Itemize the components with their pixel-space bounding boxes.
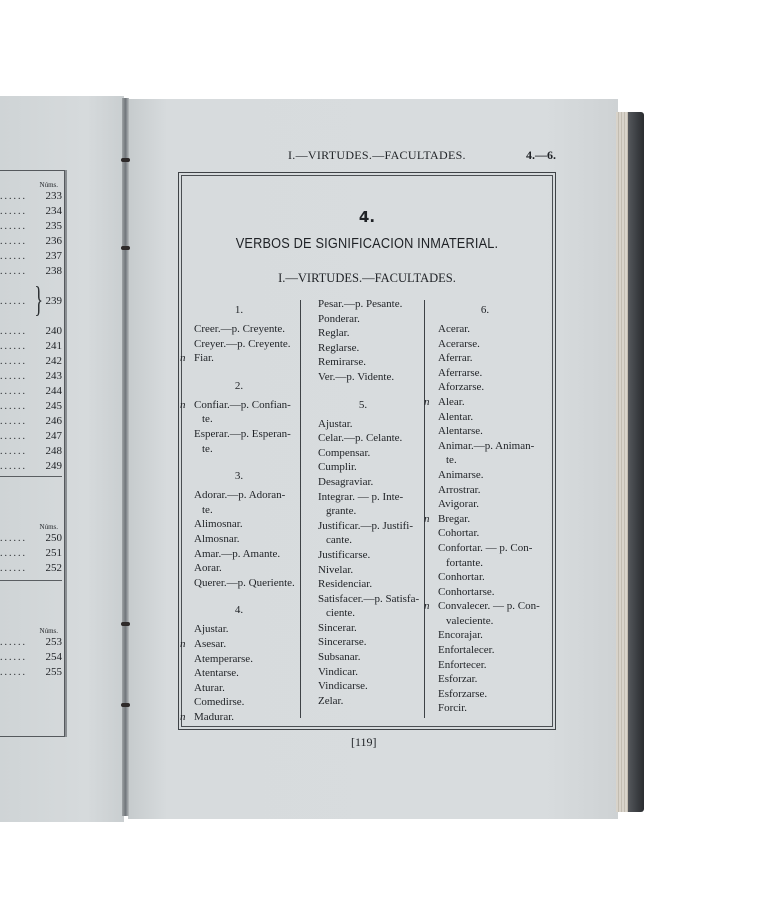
verb-entry — [180, 427, 298, 442]
number-row — [0, 650, 62, 665]
leader-dots: ...... — [0, 533, 27, 544]
number-row — [0, 324, 62, 339]
verb-entry — [304, 460, 422, 475]
verb-entry — [304, 370, 422, 385]
left-number-list-2 — [0, 523, 62, 576]
number-row — [0, 635, 62, 650]
number-row — [0, 204, 62, 219]
verb-entry — [424, 701, 546, 716]
book-cover-edge — [628, 112, 644, 812]
leader-dots: ...... — [0, 667, 27, 678]
verb-column-1 — [180, 298, 298, 724]
verb-entry — [424, 366, 546, 381]
verb-entry — [424, 453, 546, 468]
verb-text: Encorajar. — [438, 629, 483, 642]
entry-number: 243 — [45, 370, 62, 382]
left-number-list-3 — [0, 627, 62, 680]
entry-number: 245 — [45, 400, 62, 412]
verb-text: Satisfacer.—p. Satisfa- — [318, 592, 420, 605]
verb-text: Subsanar. — [318, 651, 361, 664]
verb-text: Aferrar. — [438, 352, 473, 365]
page-folio: [119] — [351, 735, 377, 749]
leader-dots: ...... — [0, 416, 27, 427]
verb-text: Justificar.—p. Justifi- — [318, 519, 414, 532]
verb-entry — [424, 643, 546, 658]
number-row — [0, 279, 62, 324]
binding-thread — [121, 246, 130, 250]
verb-entry — [180, 681, 298, 696]
number-row — [0, 249, 62, 264]
leader-dots: ...... — [0, 356, 27, 367]
verb-entry — [424, 687, 546, 702]
verb-text: Ponderar. — [318, 312, 360, 325]
binding-thread — [121, 622, 130, 626]
verb-entry — [424, 483, 546, 498]
brace-glyph: } — [34, 279, 43, 319]
leader-dots: ...... — [0, 548, 27, 559]
group-heading: 5. — [358, 398, 368, 411]
leader-dots: ...... — [0, 563, 27, 574]
verb-entry — [180, 488, 298, 503]
entry-number: 248 — [45, 445, 62, 457]
entry-number: 234 — [45, 205, 62, 217]
verb-entry — [180, 666, 298, 681]
left-divider — [0, 476, 62, 477]
leader-dots: ...... — [0, 221, 27, 232]
verb-entry — [304, 635, 422, 650]
neologism-mark: n — [180, 710, 186, 723]
verb-text: Reglarse. — [318, 341, 360, 354]
leader-dots: ...... — [0, 637, 27, 648]
verb-text: Creer.—p. Creyente. — [194, 323, 286, 335]
leader-dots: ...... — [0, 461, 27, 472]
verb-text: Esperar.—p. Esperan- — [194, 427, 291, 440]
verb-entry — [180, 442, 298, 457]
nums-label: Núms. — [39, 627, 58, 635]
verb-entry — [424, 570, 546, 585]
verb-column-2 — [304, 297, 422, 708]
neologism-mark: n — [424, 600, 430, 613]
leader-dots: ...... — [0, 296, 27, 307]
verb-entry — [304, 621, 422, 636]
entry-number: 254 — [45, 651, 62, 663]
running-head: I.—VIRTUDES.—FACULTADES. — [288, 148, 466, 162]
verb-text: Convalecer. — p. Con- — [438, 600, 540, 613]
verb-entry — [180, 517, 298, 532]
entry-number: 250 — [45, 532, 62, 544]
verb-entry — [304, 504, 422, 519]
verb-text: Acerarse. — [438, 337, 480, 350]
number-row — [0, 561, 62, 576]
verb-text: Sincerar. — [318, 621, 357, 634]
verb-entry — [424, 424, 546, 439]
verb-text: Animar.—p. Animan- — [438, 439, 535, 452]
entry-number: 246 — [45, 415, 62, 427]
neologism-mark: n — [424, 395, 430, 408]
leader-dots: ...... — [0, 191, 27, 202]
verb-entry — [424, 497, 546, 512]
number-row — [0, 399, 62, 414]
entry-number: 247 — [45, 430, 62, 442]
verb-text: Conhortar. — [438, 571, 485, 584]
number-row — [0, 369, 62, 384]
verb-text: Confortar. — p. Con- — [438, 541, 533, 554]
verb-text: Cumplir. — [318, 461, 357, 474]
verb-text: te. — [446, 454, 457, 467]
verb-entry — [180, 412, 298, 427]
verb-entry — [180, 532, 298, 547]
verb-entry — [424, 439, 546, 454]
verb-entry — [180, 622, 298, 637]
leader-dots: ...... — [0, 652, 27, 663]
verb-entry — [424, 585, 546, 600]
verb-entry — [424, 380, 546, 395]
verb-text: Pesar.—p. Pesante. — [318, 298, 403, 310]
leader-dots: ...... — [0, 371, 27, 382]
verb-text: Enfortecer. — [438, 658, 487, 671]
verb-text: Fiar. — [194, 352, 214, 365]
verb-text: Comedirse. — [194, 696, 245, 709]
binding-thread — [121, 158, 130, 162]
number-row — [0, 339, 62, 354]
verb-entry — [304, 326, 422, 341]
verb-text: Almosnar. — [194, 532, 240, 545]
number-row — [0, 665, 62, 680]
verb-text: Querer.—p. Queriente. — [194, 576, 295, 589]
entry-number: 235 — [45, 220, 62, 232]
verb-entry — [424, 599, 546, 614]
verb-entry — [304, 475, 422, 490]
verb-entry — [180, 710, 298, 725]
neologism-mark: n — [180, 637, 186, 650]
left-number-list-1 — [0, 181, 62, 474]
number-row — [0, 219, 62, 234]
verb-text: Bregar. — [438, 512, 471, 525]
verb-text: Ajustar. — [318, 417, 353, 430]
leader-dots: ...... — [0, 326, 27, 337]
verb-text: ciente. — [326, 607, 356, 620]
verb-text: Avigorar. — [438, 498, 480, 511]
verb-text: Conhortarse. — [438, 585, 495, 598]
verb-text: Esforzar. — [438, 673, 478, 686]
verb-text: te. — [202, 442, 213, 455]
entry-number: 239 — [45, 295, 62, 307]
verb-text: Ver.—p. Vidente. — [318, 370, 395, 383]
verb-text: Amar.—p. Amante. — [194, 547, 281, 560]
verb-entry — [304, 548, 422, 563]
verb-text: Cohortar. — [438, 527, 480, 540]
leader-dots: ...... — [0, 266, 27, 277]
verb-text: Madurar. — [194, 710, 235, 723]
leader-dots: ...... — [0, 446, 27, 457]
section-number: 4. — [358, 208, 376, 226]
verb-entry — [180, 547, 298, 562]
verb-text: Remirarse. — [318, 356, 366, 369]
number-row — [0, 531, 62, 546]
leader-dots: ...... — [0, 431, 27, 442]
verb-entry — [424, 322, 546, 337]
section-title: VERBOS DE SIGNIFICACION INMATERIAL. — [235, 236, 499, 252]
verb-text: Compensar. — [318, 446, 371, 459]
verb-text: Animarse. — [438, 468, 484, 481]
verb-text: Creyer.—p. Creyente. — [194, 337, 291, 350]
verb-entry — [304, 606, 422, 621]
leader-dots: ...... — [0, 341, 27, 352]
nums-label: Núms. — [39, 181, 58, 189]
entry-number: 251 — [45, 547, 62, 559]
verb-entry — [424, 541, 546, 556]
verb-entry — [180, 695, 298, 710]
verb-entry — [304, 533, 422, 548]
number-row — [0, 384, 62, 399]
number-row — [0, 354, 62, 369]
leader-dots: ...... — [0, 386, 27, 397]
leader-dots: ...... — [0, 401, 27, 412]
verb-text: Reglar. — [318, 327, 350, 340]
section-subtitle: I.—VIRTUDES.—FACULTADES. — [278, 271, 456, 285]
verb-text: Celar.—p. Celante. — [318, 432, 403, 445]
verb-text: Enfortalecer. — [438, 644, 495, 657]
verb-entry — [424, 628, 546, 643]
verb-text: Alentar. — [438, 410, 474, 423]
verb-text: fortante. — [446, 556, 483, 569]
group-heading: 4. — [234, 604, 244, 617]
verb-text: Sincerarse. — [318, 636, 367, 649]
verb-entry — [304, 355, 422, 370]
verb-entry — [304, 341, 422, 356]
number-row — [0, 414, 62, 429]
verb-text: Alentarse. — [438, 425, 483, 438]
neologism-mark: n — [180, 398, 186, 411]
book-gutter — [122, 98, 129, 816]
verb-entry — [304, 563, 422, 578]
entry-number: 252 — [45, 562, 62, 574]
entry-number: 241 — [45, 340, 62, 352]
verb-text: Zelar. — [318, 694, 344, 707]
entry-number: 253 — [45, 636, 62, 648]
neologism-mark: n — [424, 512, 430, 525]
verb-entry — [424, 395, 546, 410]
verb-entry — [304, 446, 422, 461]
verb-text: te. — [202, 503, 213, 516]
verb-text: Integrar. — p. Inte- — [318, 490, 404, 503]
leader-dots: ...... — [0, 206, 27, 217]
verb-entry — [304, 592, 422, 607]
verb-text: valeciente. — [446, 614, 494, 627]
number-row — [0, 444, 62, 459]
verb-entry — [304, 417, 422, 432]
group-heading: 2. — [234, 379, 244, 392]
verb-entry — [424, 410, 546, 425]
verb-entry — [304, 312, 422, 327]
number-row — [0, 546, 62, 561]
entry-number: 249 — [45, 460, 62, 472]
verb-text: Esforzarse. — [438, 687, 488, 700]
verb-entry — [424, 556, 546, 571]
verb-entry — [304, 694, 422, 709]
verb-entry — [424, 672, 546, 687]
verb-entry — [304, 490, 422, 505]
running-number: 4.—6. — [526, 148, 556, 162]
verb-text: Asesar. — [194, 637, 227, 650]
verb-text: Vindicar. — [318, 665, 358, 678]
verb-entry — [304, 577, 422, 592]
verb-text: te. — [202, 413, 213, 426]
verb-entry — [180, 351, 298, 366]
verb-text: Forcir. — [438, 702, 468, 715]
group-heading: 1. — [234, 304, 244, 316]
verb-text: Arrostrar. — [438, 483, 481, 496]
verb-text: grante. — [326, 505, 357, 518]
verb-text: Alear. — [438, 395, 465, 408]
leader-dots: ...... — [0, 236, 27, 247]
verb-entry — [180, 652, 298, 667]
number-row — [0, 429, 62, 444]
verb-entry — [304, 665, 422, 680]
nums-label: Núms. — [39, 523, 58, 531]
verb-text: Vindicarse. — [318, 680, 368, 693]
verb-entry — [424, 351, 546, 366]
verb-text: Justificarse. — [318, 548, 371, 561]
verb-text: Confiar.—p. Confian- — [194, 398, 291, 411]
verb-entry — [304, 679, 422, 694]
verb-entry — [424, 512, 546, 527]
entry-number: 244 — [45, 385, 62, 397]
verb-entry — [304, 297, 422, 312]
entry-number: 233 — [45, 190, 62, 202]
verb-entry — [180, 398, 298, 413]
verb-text: Residenciar. — [318, 578, 373, 591]
verb-entry — [180, 576, 298, 591]
number-row — [0, 189, 62, 204]
entry-number: 236 — [45, 235, 62, 247]
entry-number: 255 — [45, 666, 62, 678]
verb-entry — [304, 431, 422, 446]
leader-dots: ...... — [0, 251, 27, 262]
verb-text: Aferrarse. — [438, 366, 483, 379]
verb-entry — [424, 337, 546, 352]
verb-entry — [180, 637, 298, 652]
verb-entry — [180, 561, 298, 576]
left-divider — [0, 580, 62, 581]
verb-text: Atentarse. — [194, 667, 239, 680]
entry-number: 238 — [45, 265, 62, 277]
neologism-mark: n — [180, 352, 186, 365]
number-row — [0, 234, 62, 249]
verb-text: Aturar. — [194, 681, 225, 694]
verb-entry — [304, 650, 422, 665]
number-row — [0, 264, 62, 279]
verb-entry — [424, 468, 546, 483]
verb-text: Alimosnar. — [194, 518, 243, 531]
verb-entry — [180, 337, 298, 352]
verb-text: Adorar.—p. Adoran- — [194, 489, 286, 502]
verb-text: Ajustar. — [194, 623, 229, 636]
verb-text: Atemperarse. — [194, 652, 253, 665]
number-row — [0, 459, 62, 474]
group-heading: 6. — [480, 304, 490, 316]
column-divider — [300, 300, 301, 718]
verb-column-3 — [424, 298, 546, 716]
verb-entry — [304, 519, 422, 534]
entry-number: 242 — [45, 355, 62, 367]
verb-text: Nivelar. — [318, 563, 354, 576]
verb-text: cante. — [326, 534, 352, 547]
verb-text: Aorar. — [194, 562, 222, 575]
verb-text: Acerar. — [438, 323, 471, 335]
verb-entry — [180, 322, 298, 337]
group-heading: 3. — [234, 470, 244, 483]
verb-entry — [424, 614, 546, 629]
verb-entry — [424, 526, 546, 541]
verb-text: Aforzarse. — [438, 381, 485, 394]
verb-entry — [180, 503, 298, 518]
entry-number: 240 — [45, 325, 62, 337]
verb-text: Desagraviar. — [318, 475, 374, 488]
binding-thread — [121, 703, 130, 707]
entry-number: 237 — [45, 250, 62, 262]
verb-entry — [424, 658, 546, 673]
